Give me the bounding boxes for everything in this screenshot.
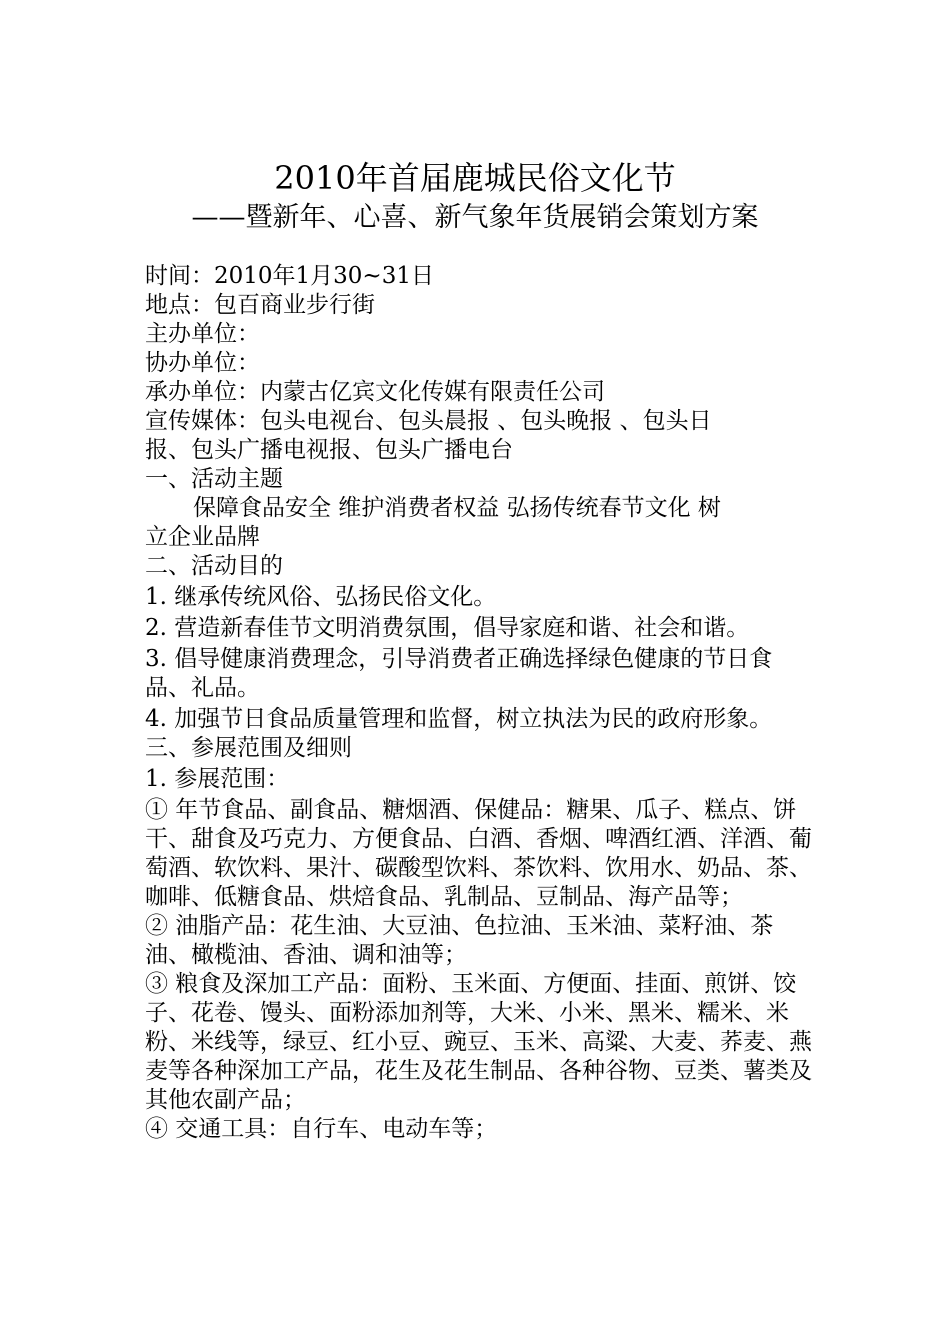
- info-media-line-1: 宣传媒体：包头电视台、包头晨报 、包头晚报 、包头日: [145, 408, 712, 434]
- document-title: 2010年首届鹿城民俗文化节: [274, 159, 676, 197]
- purpose-item-3: 3. 倡导健康消费理念，引导消费者正确选择绿色健康的节日食品、礼品。: [145, 646, 773, 701]
- info-undertaker: 承办单位：内蒙古亿宾文化传媒有限责任公司: [145, 379, 605, 405]
- scope-item-1: ① 年节食品、副食品、糖烟酒、保健品：糖果、瓜子、糕点、饼干、甜食及巧克力、方便食品、白酒、香烟、啤酒红酒、洋酒、葡萄酒、软饮料、果汁、碳酸型饮料、茶饮料、饮用水、奶品、茶、咖啡、低糖食品、烘焙食品、乳制品、豆制品、海产品等；: [145, 797, 812, 910]
- section-2-heading: 二、活动目的: [145, 553, 283, 579]
- purpose-item-4: 4. 加强节日食品质量管理和监督，树立执法为民的政府形象。: [145, 706, 773, 732]
- theme-line-2: 立企业品牌: [145, 524, 260, 550]
- scope-item-2: ② 油脂产品：花生油、大豆油、色拉油、玉米油、菜籽油、茶油、橄榄油、香油、调和油等；: [145, 913, 774, 968]
- theme-line-1: 保障食品安全 维护消费者权益 弘扬传统春节文化 树: [193, 495, 721, 521]
- info-co-organizer: 协办单位：: [145, 350, 260, 376]
- purpose-item-1: 1. 继承传统风俗、弘扬民俗文化。: [145, 584, 497, 610]
- section-3-heading: 三、参展范围及细则: [145, 735, 352, 761]
- section-1-heading: 一、活动主题: [145, 466, 283, 492]
- purpose-item-2: 2. 营造新春佳节文明消费氛围，倡导家庭和谐、社会和谐。: [145, 615, 750, 641]
- scope-sub-heading: 1. 参展范围：: [145, 766, 290, 792]
- info-place: 地点：包百商业步行街: [145, 292, 375, 318]
- info-media-line-2: 报、包头广播电视报、包头广播电台: [145, 437, 513, 463]
- document-subtitle: ——暨新年、心喜、新气象年货展销会策划方案: [191, 202, 759, 233]
- info-organizer: 主办单位：: [145, 321, 260, 347]
- document-body: [145, 262, 815, 1144]
- scope-item-3: ③ 粮食及深加工产品：面粉、玉米面、方便面、挂面、煎饼、饺子、花卷、馒头、面粉添加剂等，大米、小米、黑米、糯米、米粉、米线等，绿豆、红小豆、豌豆、玉米、高粱、大麦、荞麦、燕麦等各种深加工产品，花生及花生制品、各种谷物、豆类、薯类及其他农副产品；: [145, 971, 812, 1113]
- scope-item-4: ④ 交通工具：自行车、电动车等；: [145, 1116, 498, 1142]
- info-time: 时间：2010年1月30~31日: [145, 263, 434, 289]
